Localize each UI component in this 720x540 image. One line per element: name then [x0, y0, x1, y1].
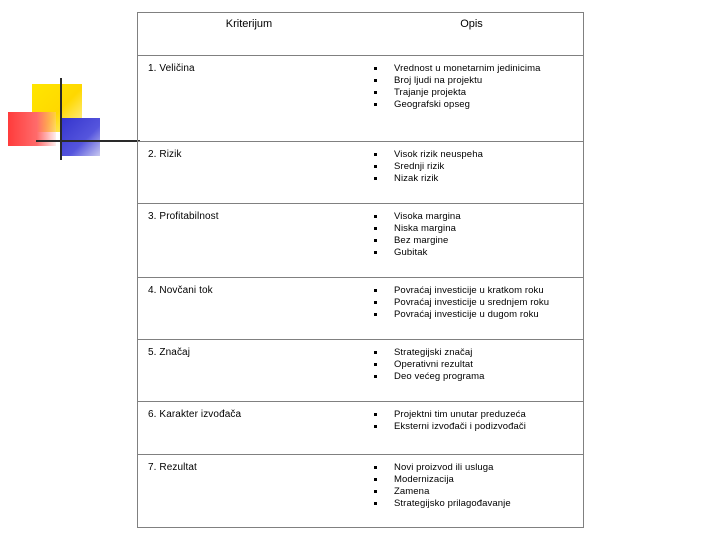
list-item: Povraćaj investicije u srednjem roku — [372, 297, 549, 309]
criteria-table — [137, 12, 584, 528]
description-list — [372, 211, 461, 259]
criterion-label: 4. Novčani tok — [148, 285, 213, 296]
criterion-label: 2. Rizik — [148, 149, 182, 160]
header-description: Opis — [460, 18, 483, 30]
list-item: Novi proizvod ili usluga — [372, 462, 511, 474]
criterion-label: 1. Veličina — [148, 63, 195, 74]
table-row — [138, 204, 583, 278]
list-item: Deo većeg programa — [372, 371, 485, 383]
description-list — [372, 347, 485, 383]
list-item: Strategijski značaj — [372, 347, 485, 359]
vertical-line — [60, 78, 62, 160]
list-item: Modernizacija — [372, 474, 511, 486]
list-item: Nizak rizik — [372, 173, 483, 185]
list-item: Bez margine — [372, 235, 461, 247]
description-list — [372, 462, 511, 510]
list-item: Operativni rezultat — [372, 359, 485, 371]
criterion-label: 6. Karakter izvođača — [148, 409, 242, 420]
list-item: Eksterni izvođači i podizvođači — [372, 421, 526, 433]
criterion-label: 7. Rezultat — [148, 462, 197, 473]
criterion-label: 3. Profitabilnost — [148, 211, 219, 222]
list-item: Vrednost u monetarnim jedinicima — [372, 63, 540, 75]
list-item: Povraćaj investicije u dugom roku — [372, 309, 549, 321]
list-item: Gubitak — [372, 247, 461, 259]
header-criterion: Kriterijum — [225, 18, 273, 30]
blue-square — [60, 118, 100, 156]
list-item: Visok rizik neuspeha — [372, 149, 483, 161]
list-item: Trajanje projekta — [372, 87, 540, 99]
description-list — [372, 63, 540, 111]
list-item: Niska margina — [372, 223, 461, 235]
decorative-squares-graphic — [0, 0, 140, 170]
description-list — [372, 149, 483, 185]
list-item: Strategijsko prilagođavanje — [372, 498, 511, 510]
table-row — [138, 142, 583, 204]
table-row — [138, 402, 583, 455]
list-item: Geografski opseg — [372, 99, 540, 111]
criterion-label: 5. Značaj — [148, 347, 191, 358]
description-list — [372, 285, 549, 321]
description-list — [372, 409, 526, 433]
list-item: Zamena — [372, 486, 511, 498]
list-item: Povraćaj investicije u kratkom roku — [372, 285, 549, 297]
table-row — [138, 56, 583, 142]
list-item: Visoka margina — [372, 211, 461, 223]
list-item: Projektni tim unutar preduzeća — [372, 409, 526, 421]
table-row — [138, 455, 583, 527]
table-row — [138, 340, 583, 402]
table-row — [138, 278, 583, 340]
list-item: Broj ljudi na projektu — [372, 75, 540, 87]
list-item: Srednji rizik — [372, 161, 483, 173]
table-header — [138, 13, 583, 56]
horizontal-line — [36, 140, 140, 142]
